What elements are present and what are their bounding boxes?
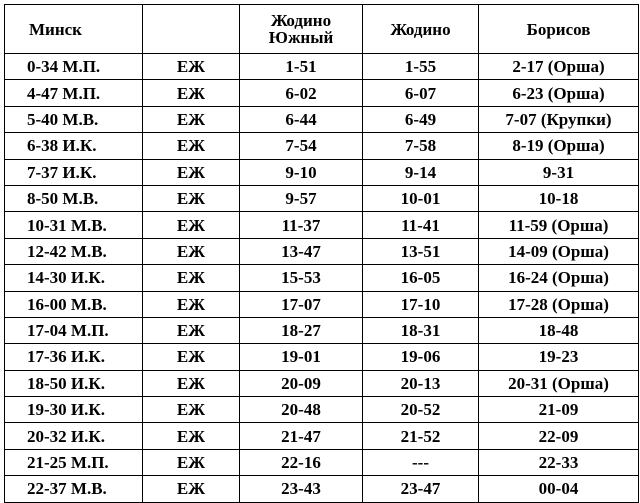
cell-route: ЕЖ bbox=[143, 80, 240, 106]
cell-route: ЕЖ bbox=[143, 212, 240, 238]
cell-route: ЕЖ bbox=[143, 265, 240, 291]
cell-route: ЕЖ bbox=[143, 370, 240, 396]
cell-minsk: 19-30 И.К. bbox=[5, 397, 143, 423]
cell-zhodino-yuzhny: 23-43 bbox=[240, 476, 363, 502]
cell-minsk: 7-37 И.К. bbox=[5, 159, 143, 185]
cell-zhodino: 9-14 bbox=[363, 159, 479, 185]
cell-route: ЕЖ bbox=[143, 238, 240, 264]
cell-zhodino: 18-31 bbox=[363, 317, 479, 343]
cell-zhodino: 6-07 bbox=[363, 80, 479, 106]
cell-zhodino-yuzhny: 9-57 bbox=[240, 185, 363, 211]
cell-borisov: 22-33 bbox=[479, 449, 639, 475]
cell-route: ЕЖ bbox=[143, 106, 240, 132]
table-row bbox=[5, 54, 639, 80]
cell-zhodino-yuzhny: 6-44 bbox=[240, 106, 363, 132]
cell-zhodino-yuzhny: 17-07 bbox=[240, 291, 363, 317]
cell-minsk: 6-38 И.К. bbox=[5, 133, 143, 159]
header-blank bbox=[143, 5, 240, 54]
cell-borisov: 00-04 bbox=[479, 476, 639, 502]
cell-route: ЕЖ bbox=[143, 54, 240, 80]
cell-borisov: 6-23 (Орша) bbox=[479, 80, 639, 106]
cell-zhodino: 16-05 bbox=[363, 265, 479, 291]
cell-minsk: 16-00 М.В. bbox=[5, 291, 143, 317]
cell-route: ЕЖ bbox=[143, 397, 240, 423]
header-minsk: Минск bbox=[5, 5, 143, 54]
table-row bbox=[5, 133, 639, 159]
cell-zhodino: 20-13 bbox=[363, 370, 479, 396]
header-borisov: Борисов bbox=[479, 5, 639, 54]
cell-zhodino-yuzhny: 6-02 bbox=[240, 80, 363, 106]
cell-borisov: 10-18 bbox=[479, 185, 639, 211]
table-row bbox=[5, 159, 639, 185]
table-row bbox=[5, 212, 639, 238]
cell-zhodino-yuzhny: 19-01 bbox=[240, 344, 363, 370]
cell-zhodino-yuzhny: 9-10 bbox=[240, 159, 363, 185]
cell-route: ЕЖ bbox=[143, 423, 240, 449]
cell-zhodino: 10-01 bbox=[363, 185, 479, 211]
table-row bbox=[5, 185, 639, 211]
cell-minsk: 8-50 М.В. bbox=[5, 185, 143, 211]
table-row bbox=[5, 238, 639, 264]
cell-minsk: 12-42 М.В. bbox=[5, 238, 143, 264]
cell-borisov: 17-28 (Орша) bbox=[479, 291, 639, 317]
cell-route: ЕЖ bbox=[143, 476, 240, 502]
cell-zhodino: 7-58 bbox=[363, 133, 479, 159]
cell-borisov: 14-09 (Орша) bbox=[479, 238, 639, 264]
cell-minsk: 21-25 М.П. bbox=[5, 449, 143, 475]
cell-minsk: 22-37 М.В. bbox=[5, 476, 143, 502]
table-row bbox=[5, 397, 639, 423]
cell-zhodino-yuzhny: 20-09 bbox=[240, 370, 363, 396]
header-zhodino: Жодино bbox=[363, 5, 479, 54]
table-row bbox=[5, 476, 639, 502]
cell-zhodino-yuzhny: 21-47 bbox=[240, 423, 363, 449]
cell-minsk: 17-04 М.П. bbox=[5, 317, 143, 343]
cell-zhodino: 20-52 bbox=[363, 397, 479, 423]
table-row bbox=[5, 449, 639, 475]
cell-borisov: 2-17 (Орша) bbox=[479, 54, 639, 80]
cell-minsk: 14-30 И.К. bbox=[5, 265, 143, 291]
cell-zhodino: 21-52 bbox=[363, 423, 479, 449]
cell-route: ЕЖ bbox=[143, 185, 240, 211]
cell-minsk: 10-31 М.В. bbox=[5, 212, 143, 238]
cell-borisov: 8-19 (Орша) bbox=[479, 133, 639, 159]
cell-borisov: 7-07 (Крупки) bbox=[479, 106, 639, 132]
cell-zhodino: --- bbox=[363, 449, 479, 475]
cell-borisov: 20-31 (Орша) bbox=[479, 370, 639, 396]
table-row bbox=[5, 265, 639, 291]
cell-minsk: 4-47 М.П. bbox=[5, 80, 143, 106]
cell-zhodino-yuzhny: 11-37 bbox=[240, 212, 363, 238]
cell-borisov: 21-09 bbox=[479, 397, 639, 423]
cell-minsk: 17-36 И.К. bbox=[5, 344, 143, 370]
cell-route: ЕЖ bbox=[143, 317, 240, 343]
cell-borisov: 16-24 (Орша) bbox=[479, 265, 639, 291]
cell-minsk: 20-32 И.К. bbox=[5, 423, 143, 449]
cell-zhodino: 23-47 bbox=[363, 476, 479, 502]
table-row bbox=[5, 317, 639, 343]
header-row bbox=[5, 5, 639, 54]
cell-zhodino-yuzhny: 18-27 bbox=[240, 317, 363, 343]
cell-zhodino-yuzhny: 20-48 bbox=[240, 397, 363, 423]
table-row bbox=[5, 370, 639, 396]
cell-zhodino: 6-49 bbox=[363, 106, 479, 132]
cell-route: ЕЖ bbox=[143, 133, 240, 159]
table-row bbox=[5, 80, 639, 106]
cell-borisov: 19-23 bbox=[479, 344, 639, 370]
cell-zhodino: 13-51 bbox=[363, 238, 479, 264]
cell-minsk: 5-40 М.В. bbox=[5, 106, 143, 132]
cell-zhodino-yuzhny: 1-51 bbox=[240, 54, 363, 80]
table-header bbox=[5, 5, 639, 54]
table-body bbox=[5, 54, 639, 503]
cell-borisov: 18-48 bbox=[479, 317, 639, 343]
cell-zhodino-yuzhny: 7-54 bbox=[240, 133, 363, 159]
table-row bbox=[5, 106, 639, 132]
cell-zhodino: 1-55 bbox=[363, 54, 479, 80]
table-row bbox=[5, 344, 639, 370]
cell-zhodino-yuzhny: 22-16 bbox=[240, 449, 363, 475]
table-row bbox=[5, 291, 639, 317]
cell-zhodino: 19-06 bbox=[363, 344, 479, 370]
cell-minsk: 0-34 М.П. bbox=[5, 54, 143, 80]
cell-route: ЕЖ bbox=[143, 449, 240, 475]
cell-zhodino-yuzhny: 15-53 bbox=[240, 265, 363, 291]
cell-route: ЕЖ bbox=[143, 344, 240, 370]
cell-borisov: 22-09 bbox=[479, 423, 639, 449]
cell-route: ЕЖ bbox=[143, 291, 240, 317]
train-schedule-table bbox=[4, 4, 639, 503]
cell-zhodino: 11-41 bbox=[363, 212, 479, 238]
header-zhodino-yuzhny: Жодино Южный bbox=[240, 5, 363, 54]
cell-zhodino: 17-10 bbox=[363, 291, 479, 317]
cell-route: ЕЖ bbox=[143, 159, 240, 185]
cell-borisov: 11-59 (Орша) bbox=[479, 212, 639, 238]
cell-borisov: 9-31 bbox=[479, 159, 639, 185]
cell-zhodino-yuzhny: 13-47 bbox=[240, 238, 363, 264]
table-row bbox=[5, 423, 639, 449]
cell-minsk: 18-50 И.К. bbox=[5, 370, 143, 396]
